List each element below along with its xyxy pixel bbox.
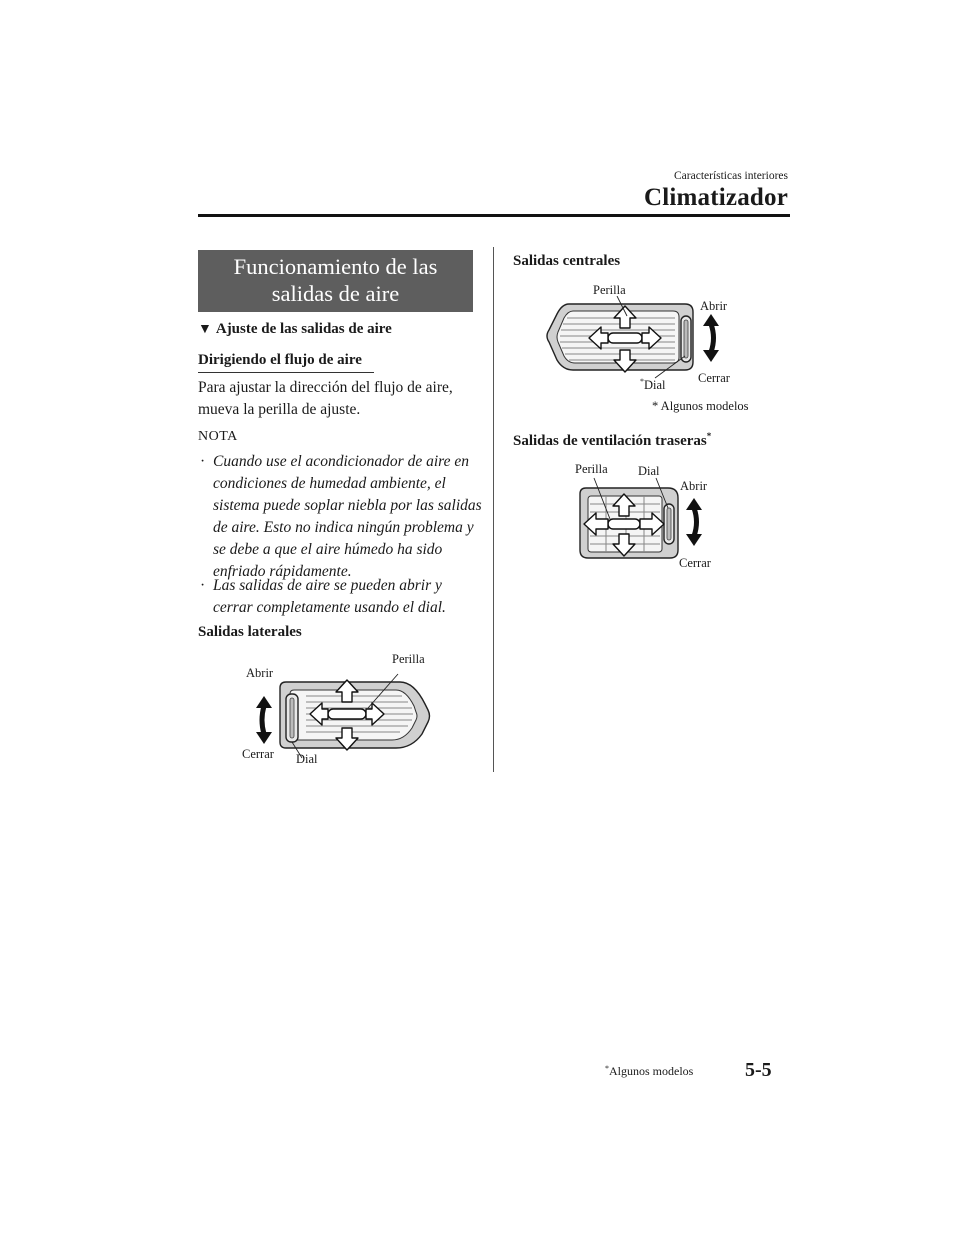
chapter-title: Características interiores	[674, 170, 788, 182]
rear-dial-label: Dial	[638, 464, 660, 478]
bullet-icon: ·	[200, 453, 206, 470]
note-item	[200, 451, 482, 583]
note-item-text: Cuando use el acondicionador de aire en condiciones de humedad ambiente, el sistema puede soplar niebla por las salidas de aire. Esto no indica ningún problema y se debe a que el aire húmedo ha sido enfriado rápidamente.	[213, 453, 482, 580]
rear-abrir-label: Abrir	[680, 479, 708, 493]
flow-heading-underline	[198, 372, 374, 373]
footer-models-note: *Algunos modelos	[605, 1064, 694, 1078]
central-models-note: * Algunos modelos	[652, 399, 749, 413]
lateral-cerrar-label: Cerrar	[242, 747, 274, 761]
central-vent-illustration	[545, 296, 728, 380]
asterisk-mark: *	[640, 377, 644, 386]
central-abrir-label: Abrir	[700, 299, 728, 313]
subsection-heading	[198, 321, 392, 338]
lateral-abrir-label: Abrir	[246, 666, 274, 680]
section-header: Climatizador	[643, 184, 788, 211]
lateral-heading: Salidas laterales	[198, 624, 302, 640]
central-heading: Salidas centrales	[513, 253, 621, 269]
header-rule	[198, 214, 790, 217]
rear-cerrar-label: Cerrar	[679, 556, 711, 570]
lateral-perilla-label: Perilla	[392, 652, 425, 666]
section-title-line1: Funcionamiento de las	[233, 254, 438, 279]
subsection-title: Ajuste de las salidas de aire	[215, 321, 392, 337]
central-perilla-label: Perilla	[593, 283, 626, 297]
triangle-marker-icon: ▼	[198, 322, 212, 337]
flow-heading: Dirigiendo el flujo de aire	[198, 352, 362, 368]
column-divider	[493, 247, 494, 772]
note-label: NOTA	[198, 429, 238, 444]
central-cerrar-label: Cerrar	[698, 371, 730, 385]
section-title-line2: salidas de aire	[271, 281, 400, 306]
asterisk-mark: *	[605, 1064, 609, 1073]
bullet-icon: ·	[200, 577, 206, 594]
page-number: 5-5	[745, 1059, 772, 1081]
rear-perilla-label: Perilla	[575, 462, 608, 476]
lateral-vent-illustration	[250, 668, 440, 768]
note-item	[200, 575, 482, 619]
asterisk-mark: *	[706, 431, 712, 441]
rear-heading: Salidas de ventilación traseras*	[513, 431, 712, 449]
section-title-box	[198, 250, 473, 312]
central-dial-label: *Dial	[640, 377, 666, 392]
flow-paragraph: Para ajustar la dirección del flujo de aire, mueva la perilla de ajuste.	[198, 379, 453, 418]
lateral-dial-label: Dial	[296, 752, 318, 766]
note-item-text: Las salidas de aire se pueden abrir y cerrar completamente usando el dial.	[213, 577, 446, 616]
